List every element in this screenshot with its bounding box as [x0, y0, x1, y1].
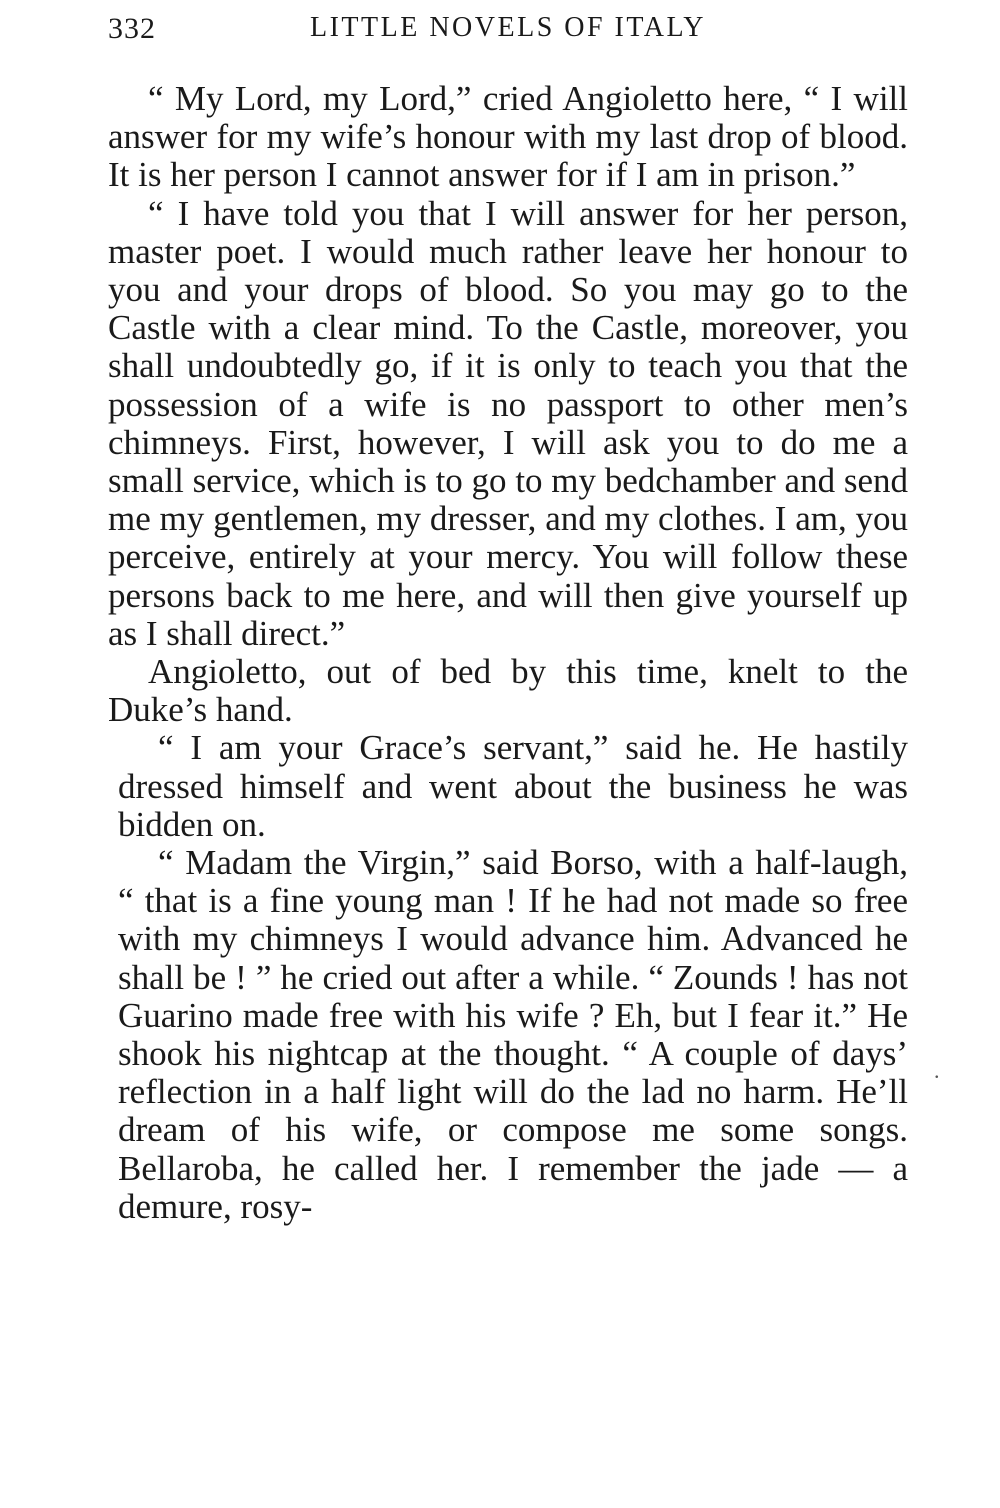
page-header [108, 8, 908, 48]
body-text [108, 80, 908, 1226]
paragraph-1: “ My Lord, my Lord,” cried Angioletto here, “ I will answer for my wife’s honour with my last drop of blood. It is her person I cannot answer for if I am in prison.” [108, 79, 908, 195]
paragraph-2: “ I have told you that I will answer for her person, master poet. I would much rather leave her honour to you and your drops of blood. So you may go to the Castle with a clear mind. To the Castle, moreover, you shall undoubtedly go, if it is only to teach you that the possession of a wife is no passport to other men’s chimneys. First, however, I will ask you to do me a small service, which is to go to my bedchamber and send me my gentlemen, my dresser, and my clothes. I am, you perceive, entirely at your mercy. You will follow these persons back to me here, and will then give yourself up as I shall direct.” [108, 193, 908, 653]
margin-mark: . [934, 1058, 940, 1083]
paragraph-4: “ I am your Grace’s servant,” said he. He hastily dressed himself and went about the business he was bidden on. [118, 728, 908, 844]
paragraph-3: Angioletto, out of bed by this time, knelt to the Duke’s hand. [108, 652, 908, 730]
running-title: LITTLE NOVELS OF ITALY [309, 12, 706, 43]
paragraph-5: “ Madam the Virgin,” said Borso, with a half-laugh, “ that is a fine young man ! If he had not made so free with my chimneys I would advance him. Advanced he shall be ! ” he cried out after a while. “ Zounds ! has not Guarino made free with his wife ? Eh, but I fear it.” He shook his nightcap at the thought. “ A couple of days’ reflection in a half light will do the lad no harm. He’ll dream of his wife, or compose me some songs. Bellaroba, he called her. I remember the jade — a demure, rosy- [118, 843, 908, 1226]
page-number: 332 [108, 12, 156, 45]
